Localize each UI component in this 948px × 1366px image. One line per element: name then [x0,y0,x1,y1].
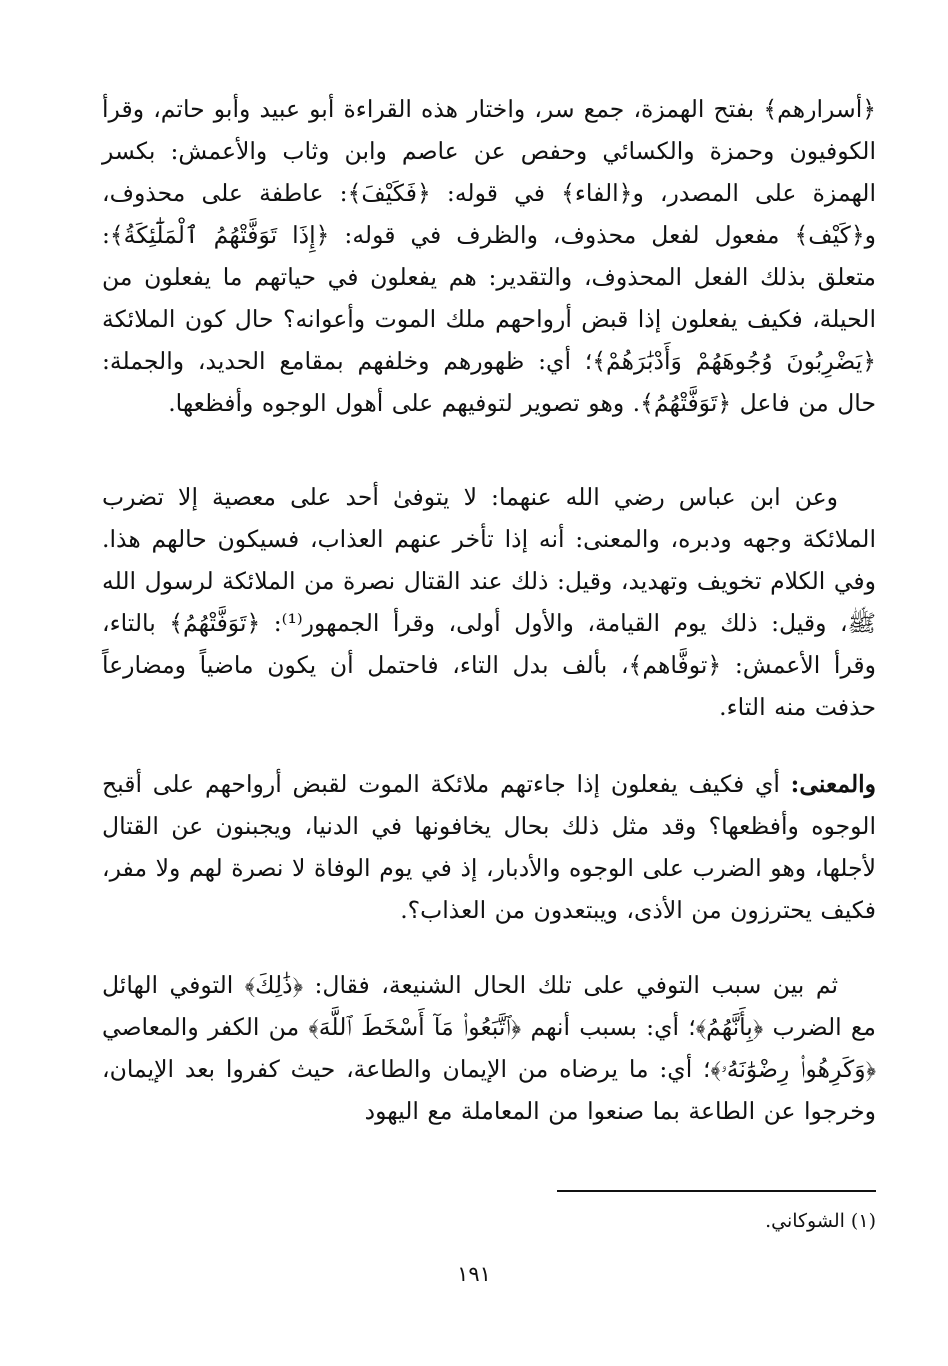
paragraph-4: ثم بين سبب التوفي على تلك الحال الشنيعة، فقال: ﴿ذَٰلِكَ﴾ التوفي الهائل مع الضرب ﴿بِأَنَّهُمُ﴾؛ أي: بسبب أنهم ﴿ٱتَّبَعُوا۟ مَآ أَسْخَطَ ٱللَّهَ﴾ من الكفر والمعاصي ﴿وَكَرِهُوا۟ رِضْوَٰنَهُۥ﴾؛ أي: ما يرضاه من الإيمان والطاعة، حيث كفروا بعد الإيمان، وخرجوا عن الطاعة بما صنعوا من المعاملة مع اليهود [102,971,876,1125]
footnote: (١) الشوكاني. [765,1210,876,1232]
paragraph-2: وعن ابن عباس رضي الله عنهما: لا يتوفىٰ أحد على معصية إلا تضرب الملائكة وجهه ودبره، والمعنى: أنه إذا تأخر عنهم العذاب، فسيكون حالهم هذا. وفي الكلام تخويف وتهديد، وقيل: ذلك عند القتال نصرة من الملائكة لرسول الله ﷺ، وقيل: ذلك يوم القيامة، والأول أولى، وقرأ الجمهور⁽¹⁾: ﴿تَوَفَّتْهُمُ﴾ بالتاء، وقرأ الأعمش: ﴿توفَّاهم﴾، بألف بدل التاء، فاحتمل أن يكون ماضياً ومضارعاً حذفت منه التاء. [102,483,876,721]
page-body [102,88,876,1132]
page-number: ١٩١ [457,1262,491,1286]
paragraph-1: ﴿أسرارهم﴾ بفتح الهمزة، جمع سر، واختار هذه القراءة أبو عبيد وأبو حاتم، وقرأ الكوفيون وحمزة والكسائي وحفص عن عاصم وابن وثاب والأعمش: بكسر الهمزة على المصدر، و﴿الفاء﴾ في قوله: ﴿فَكَيْفَ﴾: عاطفة على محذوف، و﴿كَيْف﴾ مفعول لفعل محذوف، والظرف في قوله: ﴿إِذَا تَوَفَّتْهُمُ ٱلْمَلَٰٓئِكَةُ﴾: متعلق بذلك الفعل المحذوف، والتقدير: هم يفعلون في حياتهم ما يفعلون من الحيلة، فكيف يفعلون إذا قبض أرواحهم ملك الموت وأعوانه؟ حال كون الملائكة ﴿يَضْرِبُونَ وُجُوهَهُمْ وَأَدْبَٰرَهُمْ﴾؛ أي: ظهورهم وخلفهم بمقامع الحديد، والجملة: حال من فاعل ﴿تَوَفَّتْهُمُ﴾. وهو تصوير لتوفيهم على أهول الوجوه وأفظعها. [102,95,876,417]
paragraph-3-text: أي فكيف يفعلون إذا جاءتهم ملائكة الموت لقبض أرواحهم على أقبح الوجوه وأفظعها؟ وقد مثل ذلك بحال يخافونها في الدنيا، ويجبنون عن القتال لأجلها، وهو الضرب على الوجوه والأدبار، إذ في يوم الوفاة لا نصرة لهم ولا مفر، فكيف يحترزون من الأذى، ويبتعدون من العذاب؟. [102,770,876,924]
paragraph-3 [102,763,876,931]
footnote-divider [557,1190,876,1192]
paragraph-3-lead: والمعنى: [790,770,876,798]
